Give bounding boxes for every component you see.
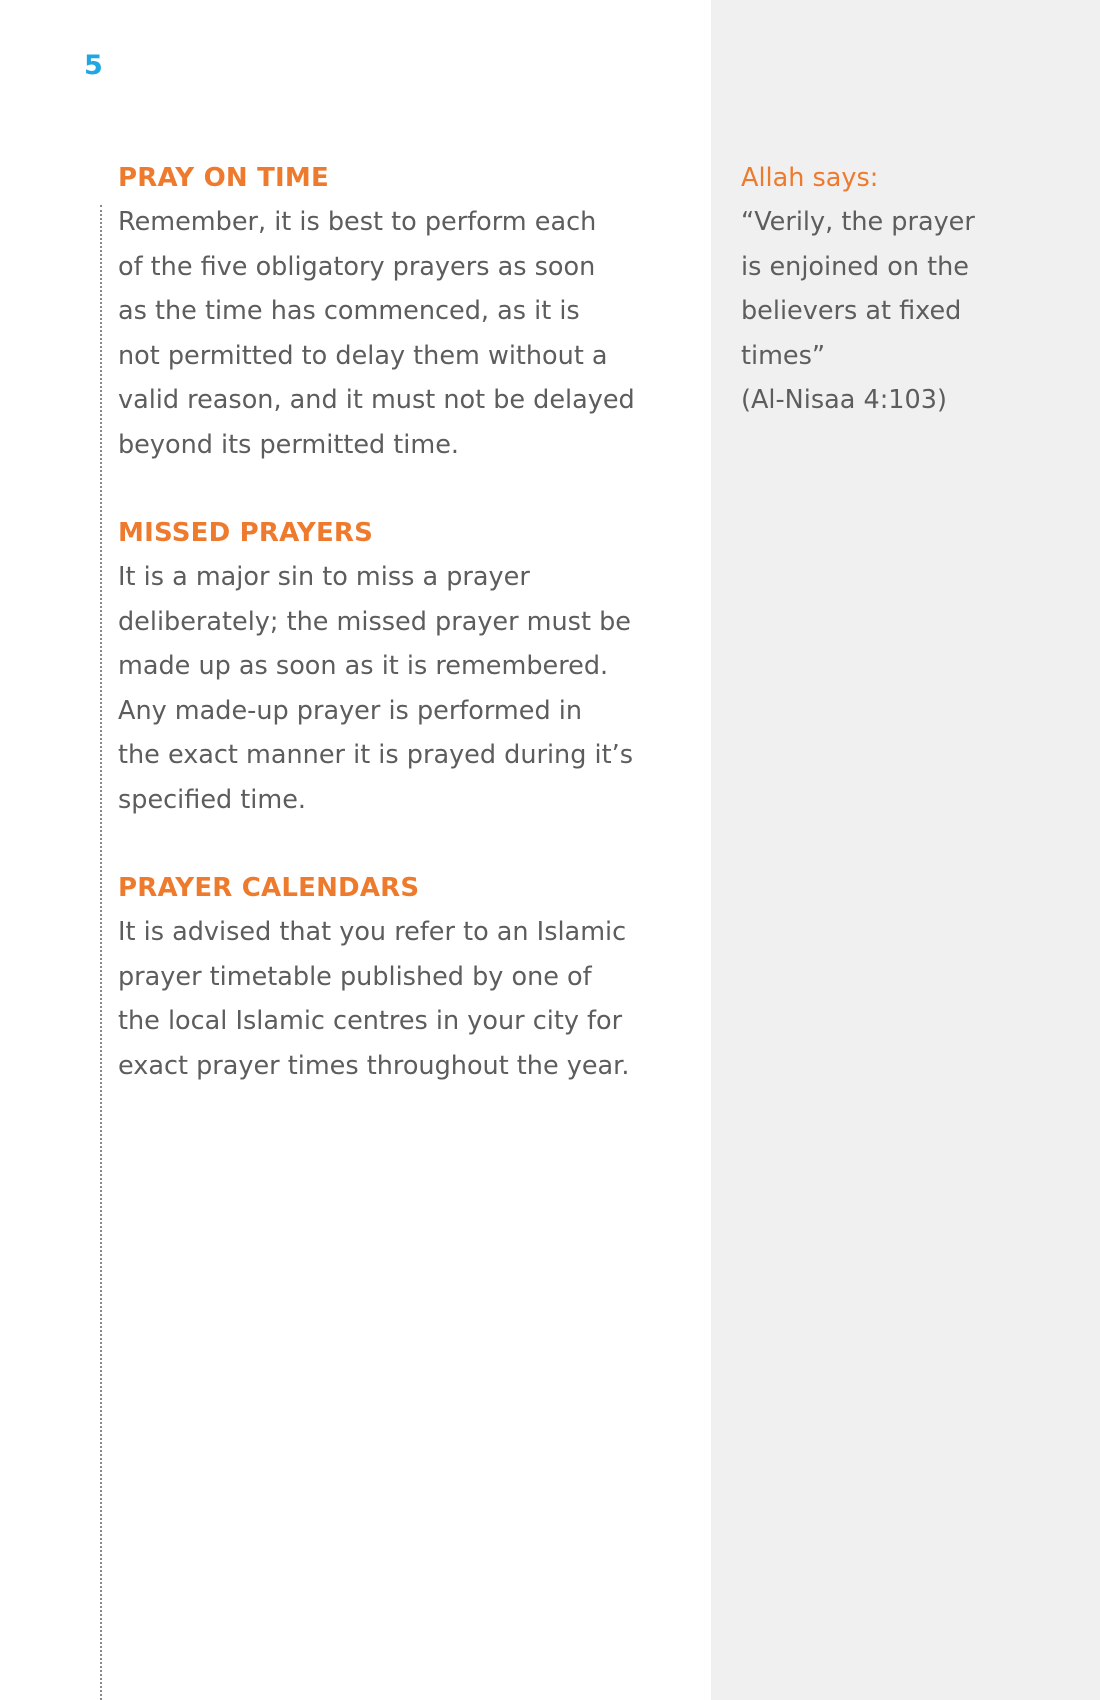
section-prayer-calendars (118, 866, 678, 1088)
page-number: 5 (84, 50, 103, 81)
text-line: valid reason, and it must not be delayed (118, 385, 635, 415)
section-body (118, 910, 678, 1088)
text-line: made up as soon as it is remembered. (118, 651, 609, 681)
text-line: prayer timetable published by one of (118, 961, 592, 992)
section-heading: PRAYER CALENDARS (118, 873, 420, 903)
text-line: of the five obligatory prayers as soon (118, 251, 596, 282)
text-line: exact prayer times throughout the year. (118, 1050, 630, 1081)
text-line: Any made-up prayer is performed in (118, 695, 582, 726)
quote-line: “Verily, the prayer (741, 207, 975, 237)
section-body (118, 200, 678, 467)
section-heading: MISSED PRAYERS (118, 518, 374, 548)
text-line: the exact manner it is prayed during it’s (118, 740, 633, 770)
section-missed-prayers (118, 511, 678, 822)
sidebar-quote (741, 156, 1081, 423)
text-line: It is advised that you refer to an Islamic (118, 917, 627, 947)
quote-line: is enjoined on the (741, 251, 969, 282)
text-line: deliberately; the missed prayer must be (118, 606, 631, 637)
dotted-divider (100, 205, 102, 1700)
section-pray-on-time (118, 156, 678, 467)
quote-reference: (Al-Nisaa 4:103) (741, 385, 947, 415)
text-line: specified time. (118, 784, 307, 815)
quote-line: times” (741, 340, 826, 371)
quote-intro: Allah says: (741, 163, 879, 193)
text-line: as the time has commenced, as it is (118, 296, 580, 326)
text-line: the local Islamic centres in your city for (118, 1006, 623, 1036)
text-line: It is a major sin to miss a prayer (118, 562, 530, 592)
quote-text (741, 200, 1081, 378)
text-line: beyond its permitted time. (118, 429, 460, 460)
section-body (118, 555, 678, 822)
quote-line: believers at fixed (741, 296, 962, 326)
text-line: Remember, it is best to perform each (118, 207, 597, 237)
section-heading: PRAY ON TIME (118, 163, 329, 193)
text-line: not permitted to delay them without a (118, 340, 608, 371)
main-content (118, 156, 678, 1132)
